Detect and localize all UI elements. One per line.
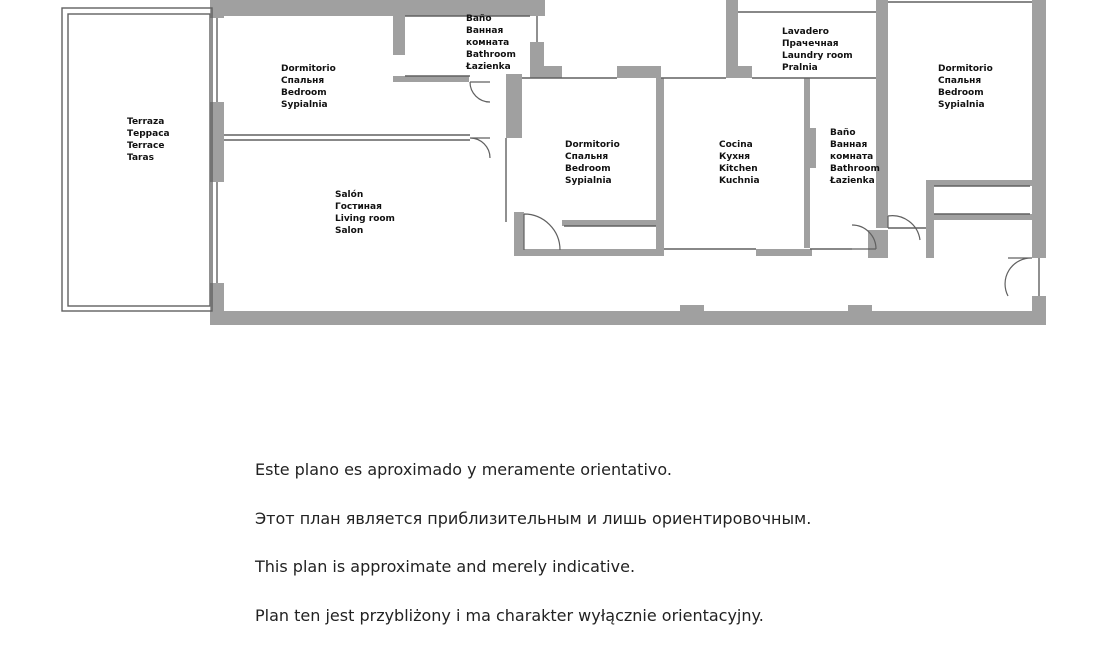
entrance-door-swing (1005, 258, 1032, 296)
room-label-line: Kitchen (719, 163, 760, 175)
wall (540, 66, 562, 78)
disclaimer-russian: Этот план является приблизительным и лишь ориентировочным. (255, 509, 811, 558)
room-label-line: Bathroom (466, 49, 516, 61)
wall (617, 66, 661, 78)
room-label-line: Cocina (719, 139, 760, 151)
room-label-laundry-room (782, 26, 853, 74)
room-label-line: Кухня (719, 151, 760, 163)
room-label-line: Ванная (466, 25, 516, 37)
room-label-line: Ванная (830, 139, 880, 151)
room-label-line: Laundry room (782, 50, 853, 62)
wall (1032, 0, 1046, 258)
wall (506, 74, 522, 138)
wall (562, 220, 658, 226)
disclaimer (255, 460, 811, 654)
room-label-line: Terraza (127, 116, 170, 128)
wall (212, 311, 1046, 325)
room-label-line: Bedroom (281, 87, 336, 99)
room-label-bathroom-2 (830, 127, 880, 187)
room-label-line: Dormitorio (281, 63, 336, 75)
doors (470, 82, 1032, 296)
room-label-line: Sypialnia (565, 175, 620, 187)
disclaimer-spanish: Este plano es aproximado y meramente orientativo. (255, 460, 811, 509)
room-label-bedroom-1 (281, 63, 336, 111)
room-label-line: Терраса (127, 128, 170, 140)
room-label-bedroom-2 (565, 139, 620, 187)
room-label-line: Baño (466, 13, 516, 25)
room-label-line: Спальня (938, 75, 993, 87)
door-swing (524, 214, 560, 250)
room-label-line: Гостиная (335, 201, 395, 213)
walls (210, 0, 1046, 325)
disclaimer-english: This plan is approximate and merely indicative. (255, 557, 811, 606)
room-label-line: Dormitorio (565, 139, 620, 151)
room-label-line: Lavadero (782, 26, 853, 38)
room-label-line: Łazienka (466, 61, 516, 73)
wall (926, 214, 1032, 220)
wall (393, 0, 405, 55)
room-label-line: Łazienka (830, 175, 880, 187)
room-label-line: Salon (335, 225, 395, 237)
wall (808, 128, 816, 168)
room-label-line: Bedroom (565, 163, 620, 175)
room-label-line: Kuchnia (719, 175, 760, 187)
room-label-living-room (335, 189, 395, 237)
room-label-line: комната (466, 37, 516, 49)
room-label-line: Прачечная (782, 38, 853, 50)
room-label-terrace (127, 116, 170, 164)
room-label-kitchen (719, 139, 760, 187)
wall (926, 180, 1032, 186)
room-label-line: Terrace (127, 140, 170, 152)
room-label-line: Спальня (565, 151, 620, 163)
partition-lines (62, 2, 1039, 311)
room-label-line: Bathroom (830, 163, 880, 175)
wall (656, 78, 664, 256)
door-swing (470, 82, 490, 102)
wall (848, 305, 872, 325)
room-label-line: Pralnia (782, 62, 853, 74)
wall (726, 66, 752, 78)
room-label-line: Спальня (281, 75, 336, 87)
room-label-line: Salón (335, 189, 395, 201)
wall (680, 305, 704, 325)
room-label-bedroom-3 (938, 63, 993, 111)
wall (514, 249, 664, 256)
wall (393, 76, 469, 82)
wall (1032, 296, 1046, 325)
room-label-line: Sypialnia (938, 99, 993, 111)
room-label-line: Sypialnia (281, 99, 336, 111)
room-label-line: Living room (335, 213, 395, 225)
door-swing (470, 138, 490, 158)
wall (530, 0, 544, 16)
wall (876, 0, 888, 228)
disclaimer-polish: Plan ten jest przybliżony i ma charakter wyłącznie orientacyjny. (255, 606, 811, 654)
room-label-line: Bedroom (938, 87, 993, 99)
room-label-line: комната (830, 151, 880, 163)
room-label-bathroom-1 (466, 13, 516, 73)
room-label-line: Dormitorio (938, 63, 993, 75)
room-label-line: Baño (830, 127, 880, 139)
wall (756, 249, 812, 256)
room-label-line: Taras (127, 152, 170, 164)
